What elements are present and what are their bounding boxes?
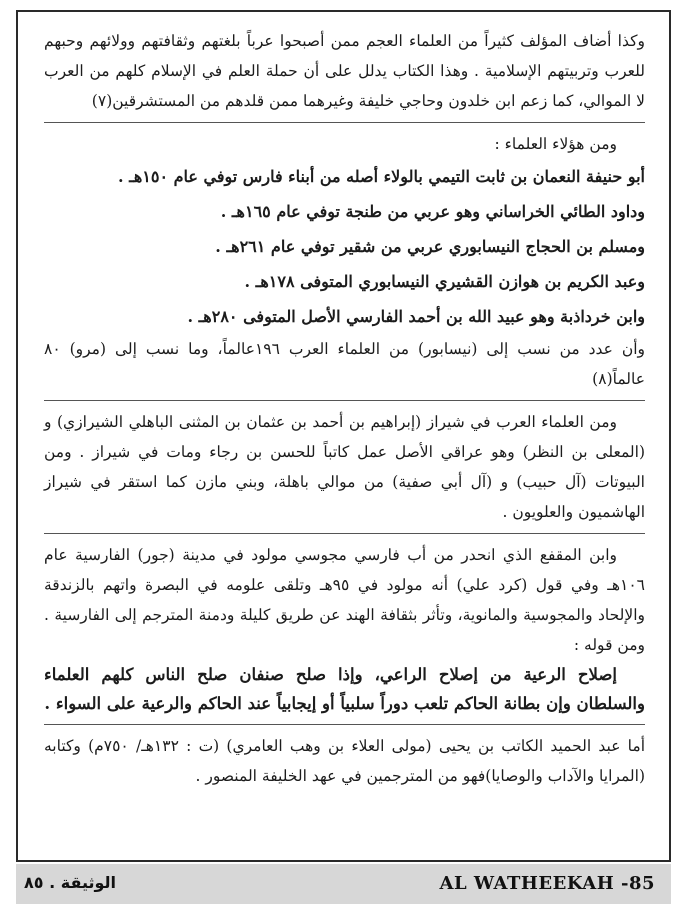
intro-paragraph: وكذا أضاف المؤلف كثيراً من العلماء العجم ممن أصبحوا عرباً بلغتهم وثقافتهم وولائهم وحبهم للعرب وتربيتهم الإسلامية . وهذا الكتاب يدلل على أن حملة العلم في الإسلام كلهم من العرب لا الموالي، كما زعم ابن خلدون وحاجي خليفة وغيرهما ممن قلدهم من المستشرقين(٧): [44, 32, 645, 110]
scholar-line: وداود الطائي الخراساني وهو عربي من طنجة توفي عام ١٦٥هـ .: [220, 202, 645, 221]
abd-al-hamid-paragraph: أما عبد الحميد الكاتب بن يحيى (مولى العلاء بن وهب العامري) (ت : ١٣٢هـ/ ٧٥٠م) وكتابه (المرايا والآداب والوصايا)فهو من المترجمين في عهد الخليفة المنصور .: [44, 737, 645, 785]
page-footer: [16, 864, 671, 904]
nishapur-paragraph: وأن عدد من نسب إلى (نيسابور) من العلماء العرب ١٩٦عالماً، وما نسب إلى (مرو) ٨٠ عالماً(٨): [44, 340, 645, 388]
divider: [44, 122, 645, 123]
scholars-intro: ومن هؤلاء العلماء :: [494, 135, 617, 153]
ibn-muqaffa-paragraph: وابن المقفع الذي انحدر من أب فارسي مجوسي مولود في مدينة (جور) الفارسية عام ١٠٦هـ وفي قول (كرد علي) أنه مولود في ٩٥هـ وتلقى علومه في البصرة واتهم بالزندقة والإلحاد والمجوسية والمانوية، وتأثر بثقافة الهند عن طريق كليلة ودمنة المترجم إلى الفارسية . ومن قوله :: [44, 546, 645, 654]
scholar-line: وعبد الكريم بن هوازن القشيري النيسابوري المتوفى ١٧٨هـ .: [244, 272, 645, 291]
scholar-line: وابن خرداذبة وهو عبيد الله بن أحمد الفارسي الأصل المتوفى ٢٨٠هـ .: [187, 307, 645, 326]
divider: [44, 724, 645, 725]
page-body: [18, 12, 669, 791]
shiraz-paragraph: ومن العلماء العرب في شيراز (إبراهيم بن أحمد بن عثمان بن المثنى الباهلي الشيرازي) و (المعلى بن النظر) وهو عراقي الأصل عمل كاتباً للحسن بن رجاء ومات في شيراز . ومن البيوتات (آل حبيب) و (آل أبي صفية) من موالي باهلة، وبني مازن كما استقر في شيراز الهاشميون والعلويون .: [44, 413, 645, 521]
divider: [44, 400, 645, 401]
page-frame: [16, 10, 671, 862]
footer-arabic-title: الوثيقة . ٨٥: [24, 873, 117, 892]
divider: [44, 533, 645, 534]
scholar-line: أبو حنيفة النعمان بن ثابت التيمي بالولاء أصله من أبناء فارس توفي عام ١٥٠هـ .: [118, 167, 645, 186]
footer-english-title: AL WATHEEKAH -85: [439, 873, 655, 894]
scholar-line: ومسلم بن الحجاج النيسابوري عربي من شقير توفي عام ٢٦١هـ .: [215, 237, 645, 256]
quote-paragraph: إصلاح الرعية من إصلاح الراعي، وإذا صلح صنفان صلح الناس كلهم العلماء والسلطان وإن بطانة الحاكم تلعب دوراً سلبياً أو إيجابياً عند الحاكم والرعية على السواء .: [44, 665, 645, 713]
